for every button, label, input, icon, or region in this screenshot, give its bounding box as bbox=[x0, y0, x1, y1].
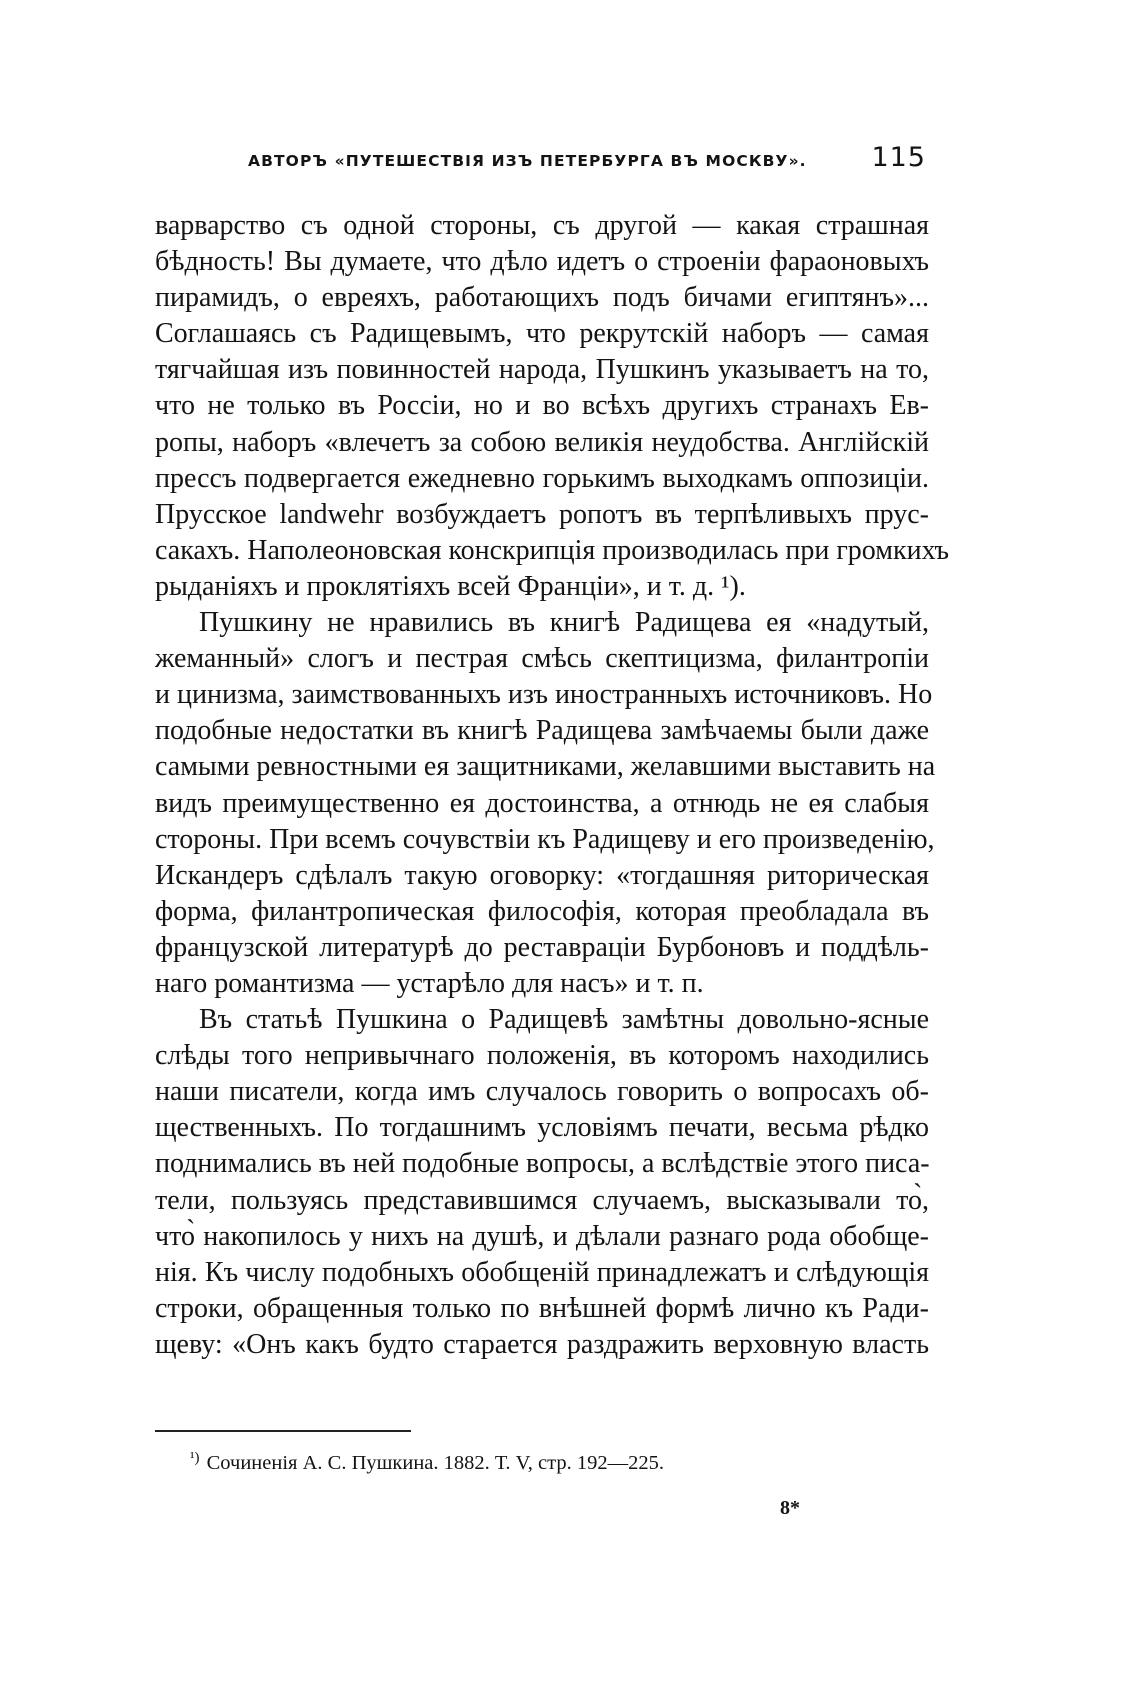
text-line: наго романтизма — устарѣло для насъ» и т. п. bbox=[155, 967, 704, 999]
text-line: сакахъ. Наполеоновская конскрипція производилась при громкихъ bbox=[155, 534, 949, 566]
text-line: рыданіяхъ и проклятіяхъ всей Франціи», и т. д. ¹). bbox=[155, 570, 746, 602]
text-line: строки, обращенныя только по внѣшней формѣ лично къ Ради- bbox=[155, 1292, 929, 1324]
text-line: подобные недостатки въ книгѣ Радищева замѣчаемы были даже bbox=[155, 715, 929, 747]
text-line: тели, пользуясь представившимся случаемъ, высказывали то̀, bbox=[155, 1184, 929, 1216]
text-line: и цинизма, заимствованныхъ изъ иностранныхъ источниковъ. Но bbox=[155, 679, 933, 711]
paragraph-first-line: Въ статьѣ Пушкина о Радищевѣ замѣтны довольно-ясные bbox=[199, 1004, 929, 1036]
text-line: стороны. При всемъ сочувствіи къ Радищеву и его произведенію, bbox=[155, 823, 935, 855]
footnote-marker: ¹) bbox=[190, 1450, 200, 1466]
signature-mark: 8* bbox=[780, 1497, 800, 1519]
text-line: что не только въ Россіи, но и во всѣхъ другихъ странахъ Ев- bbox=[155, 390, 929, 422]
text-line: французской литературѣ до реставраціи Бурбоновъ и поддѣль- bbox=[155, 931, 929, 963]
text-line: видъ преимущественно ея достоинства, а отнюдь не ея слабыя bbox=[155, 787, 929, 819]
page-number: 115 bbox=[871, 142, 926, 173]
text-line: пирамидъ, о евреяхъ, работающихъ подъ бичами египтянъ»... bbox=[155, 282, 929, 314]
text-line: Прусское landwehr возбуждаетъ ропотъ въ терпѣливыхъ прус- bbox=[155, 498, 929, 530]
body-text bbox=[155, 208, 949, 1363]
paragraph-first-line: Пушкину не нравились въ книгѣ Радищева ея «надутый, bbox=[199, 607, 929, 639]
text-line: ропы, наборъ «влечетъ за собою великія неудобства. Англійскій bbox=[155, 426, 929, 458]
text-line: самыми ревностными ея защитниками, желавшими выставить на bbox=[155, 751, 936, 783]
text-line: нія. Къ числу подобныхъ обобщеній принадлежатъ и слѣдующія bbox=[155, 1256, 929, 1288]
text-line: тягчайшая изъ повинностей народа, Пушкинъ указываетъ на то, bbox=[155, 354, 929, 386]
text-line: прессъ подвергается ежедневно горькимъ выходкамъ оппозиціи. bbox=[155, 462, 929, 494]
running-head bbox=[248, 142, 926, 182]
text-line: слѣды того непривычнаго положенія, въ которомъ находились bbox=[155, 1040, 929, 1072]
running-title: АВТОРЪ «ПУТЕШЕСТВІЯ ИЗЪ ПЕТЕРБУРГА ВЪ МОСКВУ». bbox=[248, 152, 807, 170]
footnote-text: Сочиненія А. С. Пушкина. 1882. Т. V, стр. 192—225. bbox=[206, 1452, 664, 1474]
text-line: наши писатели, когда имъ случалось говорить о вопросахъ об- bbox=[155, 1076, 929, 1108]
text-line: жеманный» слогъ и пестрая смѣсь скептицизма, филантропіи bbox=[155, 643, 929, 675]
text-line: щеву: «Онъ какъ будто старается раздражить верховную власть bbox=[155, 1328, 929, 1360]
text-line: щественныхъ. По тогдашнимъ условіямъ печати, весьма рѣдко bbox=[155, 1112, 929, 1144]
text-line: бѣдность! Вы думаете, что дѣло идетъ о строеніи фараоновыхъ bbox=[155, 246, 929, 278]
text-line: поднимались въ ней подобные вопросы, а вслѣдствіе этого писа- bbox=[155, 1148, 930, 1180]
footnote-rule bbox=[155, 1430, 411, 1432]
text-line: варварство съ одной стороны, съ другой — какая страшная bbox=[155, 210, 929, 241]
text-line: Соглашаясь съ Радищевымъ, что рекрутскій наборъ — самая bbox=[155, 318, 929, 350]
text-line: Искандеръ сдѣлалъ такую оговорку: «тогдашняя риторическая bbox=[155, 859, 929, 891]
footnote bbox=[190, 1452, 664, 1475]
text-line: что̀ накопилось у нихъ на душѣ, и дѣлали разнаго рода обобще- bbox=[155, 1220, 929, 1252]
text-line: форма, филантропическая философія, которая преобладала въ bbox=[155, 895, 929, 927]
